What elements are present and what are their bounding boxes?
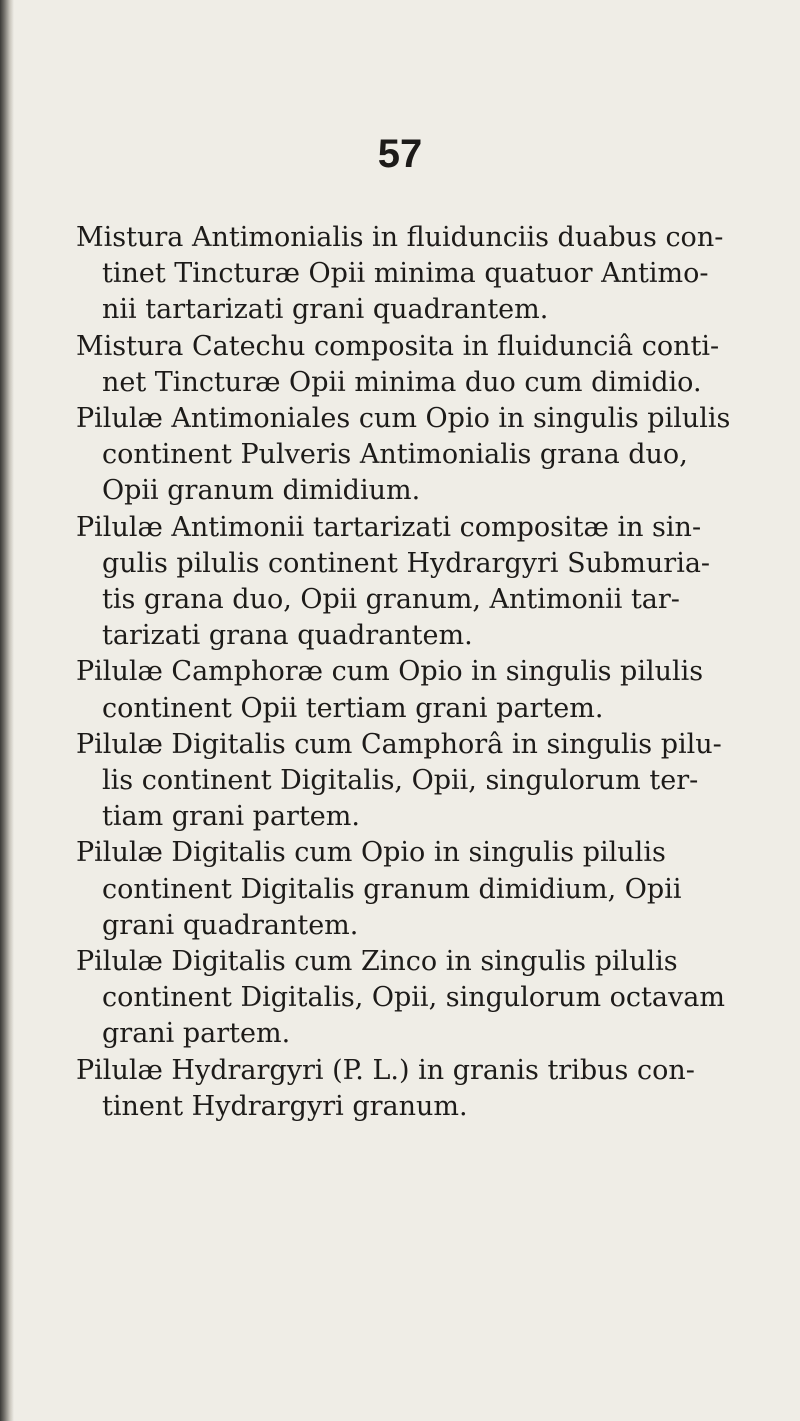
entry-line: gulis pilulis continent Hydrargyri Submuria-	[102, 547, 711, 579]
text-block	[76, 220, 736, 1125]
entry-line: continent Opii tertiam grani partem.	[102, 692, 604, 724]
entry-line: tiam grani partem.	[102, 801, 360, 833]
entry-line: tinet Tincturæ Opii minima quatuor Antimo-	[102, 258, 709, 290]
entry-line: Pilulæ Digitalis cum Opio in singulis pilulis	[76, 837, 666, 869]
entry-mistura-antimonialis	[76, 220, 736, 329]
entry-line: Pilulæ Antimoniales cum Opio in singulis pilulis	[76, 403, 731, 435]
entry-line: grani partem.	[102, 1018, 291, 1050]
entry-line: Pilulæ Camphoræ cum Opio in singulis pilulis	[76, 656, 704, 688]
entry-line: continent Pulveris Antimonialis grana duo,	[102, 439, 688, 471]
entry-pilulae-antimoniales	[76, 401, 736, 510]
entry-pilulae-digitalis-opio	[76, 835, 736, 944]
entry-line: Opii granum dimidium.	[102, 475, 421, 507]
page-number: 57	[377, 132, 423, 176]
entry-line: Pilulæ Digitalis cum Zinco in singulis pilulis	[76, 946, 678, 978]
entry-line: lis continent Digitalis, Opii, singulorum ter-	[102, 765, 699, 797]
entry-pilulae-camphorae	[76, 654, 736, 726]
entry-mistura-catechu	[76, 329, 736, 401]
entry-line: grani quadrantem.	[102, 909, 359, 941]
entry-line: continent Digitalis granum dimidium, Opii	[102, 873, 682, 905]
entry-line: Pilulæ Hydrargyri (P. L.) in granis tribus con-	[76, 1054, 695, 1086]
entry-line: tarizati grana quadrantem.	[102, 620, 473, 652]
entry-line: tinent Hydrargyri granum.	[102, 1090, 468, 1122]
entry-line: Pilulæ Antimonii tartarizati compositæ in sin-	[76, 511, 702, 543]
entry-line: Mistura Catechu composita in fluidunciâ conti-	[76, 330, 720, 362]
entry-line: tis grana duo, Opii granum, Antimonii tar-	[102, 584, 680, 616]
entry-line: Pilulæ Digitalis cum Camphorâ in singulis pilu-	[76, 728, 722, 760]
entry-pilulae-digitalis-camphora	[76, 727, 736, 836]
entry-line: net Tincturæ Opii minima duo cum dimidio.	[102, 366, 702, 398]
entry-line: nii tartarizati grani quadrantem.	[102, 294, 549, 326]
page-binding-edge	[0, 0, 14, 1421]
entry-line: Mistura Antimonialis in fluidunciis duabus con-	[76, 222, 724, 253]
entry-line: continent Digitalis, Opii, singulorum octavam	[102, 982, 725, 1014]
entry-pilulae-antimonii-tartarizati	[76, 510, 736, 655]
entry-pilulae-hydrargyri	[76, 1053, 736, 1125]
entry-pilulae-digitalis-zinco	[76, 944, 736, 1053]
